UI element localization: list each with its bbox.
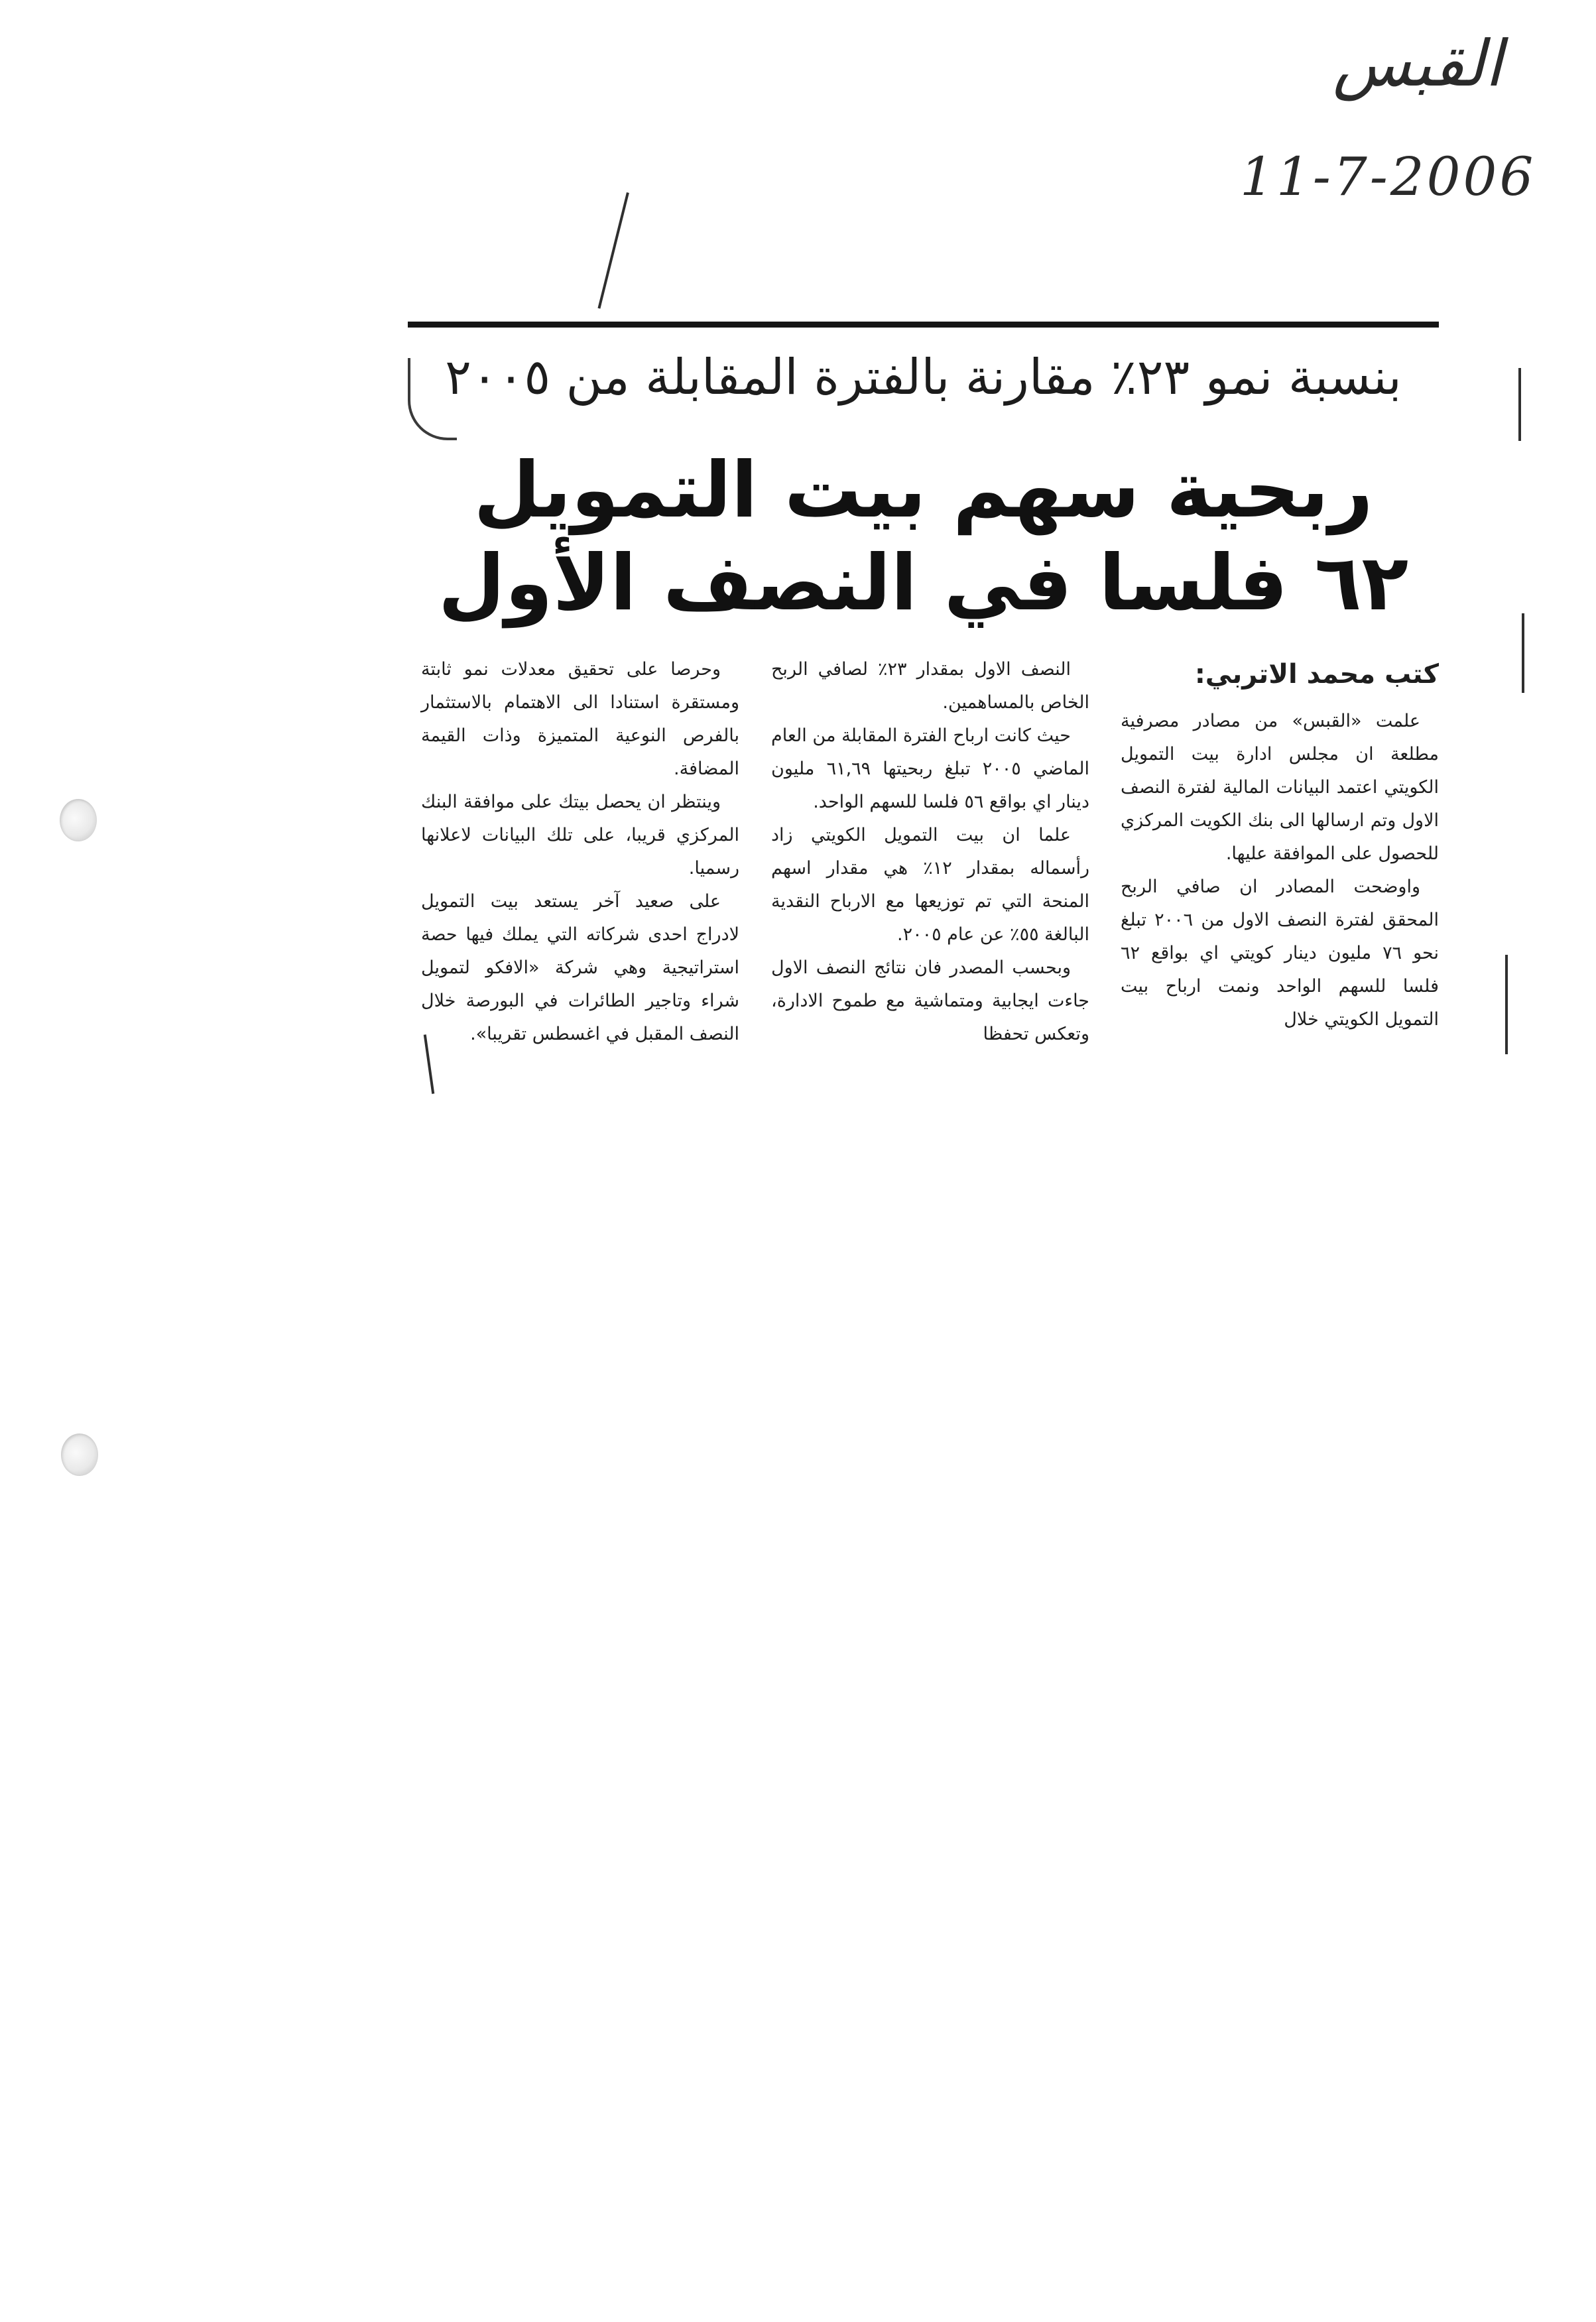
article-column-middle [771,653,1089,1051]
paragraph: وحرصا على تحقيق معدلات نمو ثابتة ومستقرة استنادا الى الاهتمام بالاستثمار بالفرص النوعية المتميزة وذات القيمة المضافة. [421,659,739,779]
cut-edge-mark [1518,368,1521,441]
article-column-right [1121,653,1439,1036]
pen-stroke-mark [597,192,629,309]
cut-edge-mark [1505,955,1508,1054]
headline-line-2: ٦٢ فلسا في النصف الأول [438,538,1409,628]
article-kicker: بنسبة نمو ٢٣٪ مقارنة بالفترة المقابلة من ٢٠٠٥ [445,349,1402,406]
paragraph: علمت «القبس» من مصادر مصرفية مطلعة ان مجلس ادارة بيت التمويل الكويتي اعتمد البيانات المالية لفترة النصف الاول وتم ارسالها الى بنك الكويت المركزي للحصول على الموافقة عليها. [1121,711,1439,864]
handwritten-source-note: القبس [1333,27,1503,101]
headline-line-1: ربحية سهم بيت التمويل [473,446,1373,535]
handwritten-date-note: 11-7-2006 [1240,146,1536,208]
top-rule-divider [408,322,1439,328]
punch-hole-bottom [61,1434,98,1476]
paragraph: وبحسب المصدر فان نتائج النصف الاول جاءت ايجابية ومتماشية مع طموح الادارة، وتعكس تحفظا [771,957,1089,1044]
paragraph: على صعيد آخر يستعد بيت التمويل لادراج احدى شركاته التي يملك فيها حصة استراتيجية وهي شركة «الافكو لتمويل شراء وتاجير الطائرات في البورصة خلال النصف المقبل في اغسطس تقريبا». [421,891,739,1044]
paragraph: النصف الاول بمقدار ٢٣٪ لصافي الربح الخاص بالمساهمين. [771,659,1089,713]
paragraph: حيث كانت ارباح الفترة المقابلة من العام الماضي ٢٠٠٥ تبلغ ربحيتها ٦١,٦٩ مليون دينار اي بواقع ٥٦ فلسا للسهم الواحد. [771,725,1090,812]
paragraph: علما ان بيت التمويل الكويتي زاد رأسماله بمقدار ١٢٪ هي مقدار اسهم المنحة التي تم توزيعها مع الارباح النقدية البالغة ٥٥٪ عن عام ٢٠٠٥. [771,825,1089,945]
cut-edge-mark [1522,613,1524,693]
punch-hole-top [60,799,97,841]
paragraph: وينتظر ان يحصل بيتك على موافقة البنك المركزي قريبا، على تلك البيانات لاعلانها رسميا. [421,792,739,879]
paragraph: واوضحت المصادر ان صافي الربح المحقق لفترة النصف الاول من ٢٠٠٦ تبلغ نحو ٧٦ مليون دينار كويتي اي بواقع ٦٢ فلسا للسهم الواحد ونمت ارباح بيت التمويل الكويتي خلال [1121,877,1439,1030]
article-column-left [421,653,739,1051]
article-headline [408,444,1439,630]
article-byline: كتب محمد الاتربي: [1194,659,1439,690]
newspaper-clipping [408,322,1439,1071]
